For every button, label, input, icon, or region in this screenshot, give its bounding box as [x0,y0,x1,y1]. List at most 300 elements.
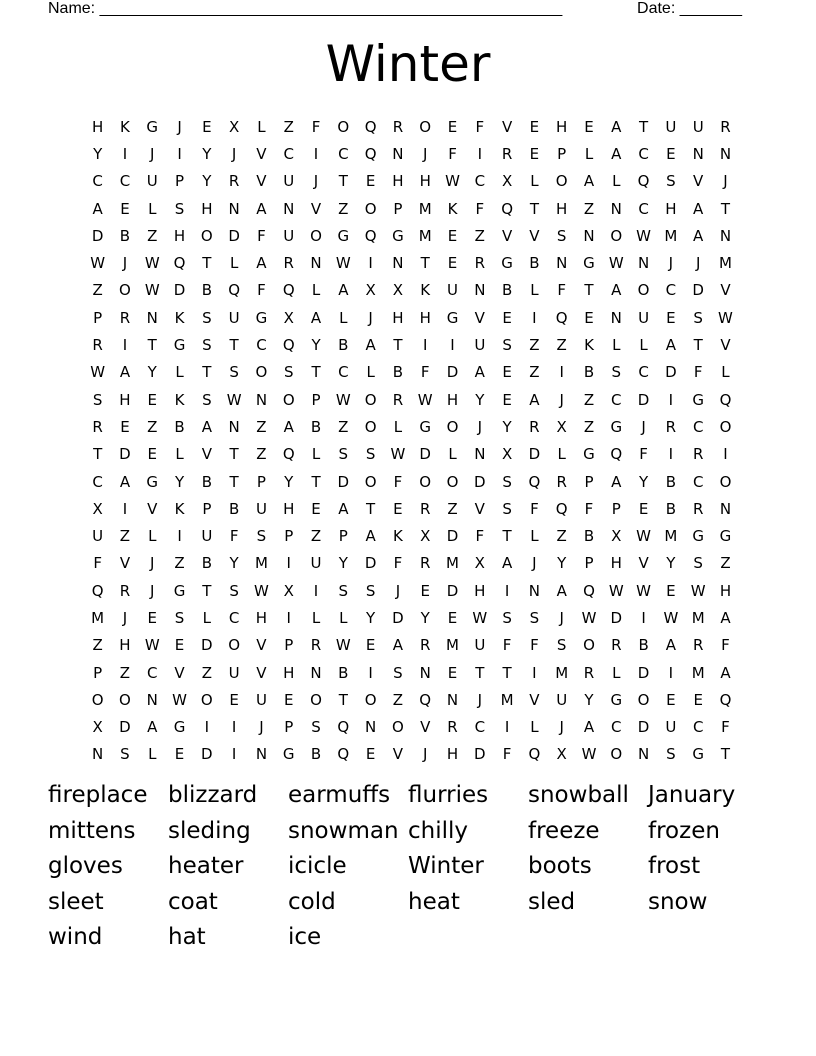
grid-letter: A [256,254,267,273]
grid-letter: T [529,199,539,218]
grid-letter: F [721,636,730,655]
grid-letter: O [446,472,459,491]
grid-letter: F [229,527,239,546]
grid-letter: D [637,718,650,737]
grid-letter: C [638,363,649,382]
grid-letter: V [420,718,431,737]
grid-letter: G [446,308,459,327]
grid-letter: U [474,636,486,655]
grid-letter: Y [284,472,294,491]
grid-letter: N [474,445,486,464]
word-list-item: boots [528,853,592,880]
grid-letter: E [447,663,458,682]
grid-letter: N [692,144,704,163]
grid-letter: L [311,445,321,464]
grid-letter: N [719,226,732,245]
grid-letter: G [692,390,704,409]
word-list-item: frozen [648,817,720,844]
grid-letter: S [393,663,403,682]
grid-letter: O [364,199,377,218]
grid-letter: L [175,363,184,382]
grid-letter: T [720,745,731,764]
grid-letter: E [693,690,703,709]
grid-letter: H [446,390,459,409]
grid-letter: F [448,144,457,163]
grid-letter: V [201,445,212,464]
grid-letter: R [692,445,704,464]
grid-letter: Z [147,417,158,436]
grid-letter: F [530,499,539,518]
grid-letter: L [311,608,321,627]
grid-letter: Z [92,281,103,300]
grid-letter: U [92,527,104,546]
word-list-item: heat [408,888,460,915]
grid-letter: Z [92,636,103,655]
grid-letter: B [638,636,649,655]
grid-letter: Y [502,417,512,436]
grid-letter: D [201,745,213,764]
grid-letter: N [528,581,541,600]
grid-letter: R [92,336,103,355]
grid-letter: L [584,144,594,163]
grid-letter: A [365,336,376,355]
grid-letter: Q [282,281,295,300]
grid-letter: P [93,663,103,682]
grid-letter: Y [311,336,321,355]
grid-letter: U [228,663,240,682]
grid-letter: I [122,336,128,355]
grid-letter: W [144,254,160,273]
grid-letter: B [201,554,212,573]
grid-letter: O [610,745,623,764]
grid-letter: J [313,172,319,191]
grid-letter: V [147,499,158,518]
grid-letter: A [392,636,404,655]
grid-letter: U [201,527,213,546]
grid-letter: W [581,745,597,764]
grid-letter: Z [474,226,485,245]
grid-letter: E [202,117,212,136]
grid-letter: A [611,117,622,136]
grid-letter: C [147,663,158,682]
word-list-item: snowball [528,782,629,808]
grid-letter: X [556,417,567,436]
grid-letter: Z [338,417,349,436]
grid-letter: V [529,226,540,245]
grid-letter: V [501,226,513,245]
grid-letter: O [337,117,350,136]
grid-letter: O [228,636,241,655]
grid-letter: N [365,718,377,737]
grid-letter: R [501,144,513,163]
grid-letter: Y [639,472,649,491]
grid-letter: G [583,254,595,273]
word-list-item: chilly [408,817,469,844]
grid-letter: C [283,144,294,163]
word-list-item: earmuffs [288,782,391,808]
grid-letter: N [228,417,240,436]
grid-letter: J [122,254,128,273]
grid-letter: Z [583,390,595,409]
grid-letter: E [502,363,512,382]
grid-letter: F [721,718,730,737]
grid-letter: S [365,581,376,600]
grid-letter: Z [201,663,212,682]
grid-letter: A [474,363,485,382]
grid-letter: J [477,690,483,709]
grid-letter: E [584,308,594,327]
word-list-item: icicle [288,853,347,880]
grid-letter: T [229,336,239,355]
grid-letter: C [228,608,240,627]
grid-letter: W [90,254,106,273]
grid-letter: A [147,718,158,737]
grid-letter: R [447,718,458,737]
grid-letter: U [665,117,677,136]
word-list-item: cold [288,888,336,915]
grid-letter: N [719,144,732,163]
grid-letter: N [255,390,268,409]
grid-letter: O [364,690,377,709]
grid-letter: Q [419,690,432,709]
grid-letter: B [338,663,349,682]
grid-letter: W [663,608,679,627]
grid-letter: M [418,199,432,218]
grid-letter: M [418,226,432,245]
grid-letter: B [310,417,322,436]
grid-letter: O [310,226,322,245]
grid-letter: H [283,663,295,682]
grid-letter: E [666,690,676,709]
grid-letter: H [419,172,431,191]
grid-letter: B [665,472,677,491]
grid-letter: A [583,718,595,737]
grid-letter: J [668,254,674,273]
grid-letter: B [228,499,240,518]
grid-letter: I [477,144,483,163]
grid-letter: S [229,581,239,600]
grid-letter: Z [720,554,731,573]
word-list-item: sleet [48,888,104,915]
grid-letter: W [445,172,460,191]
grid-letter: F [475,117,485,136]
grid-letter: O [719,472,732,491]
grid-letter: D [637,390,650,409]
grid-letter: A [256,199,267,218]
grid-letter: Z [310,527,322,546]
grid-letter: N [310,254,322,273]
grid-letter: G [173,336,186,355]
grid-letter: A [611,472,622,491]
grid-letter: D [392,608,404,627]
grid-letter: O [364,472,377,491]
grid-letter: O [446,417,459,436]
grid-letter: T [502,663,512,682]
grid-letter: O [200,690,213,709]
grid-letter: G [173,718,186,737]
grid-letter: C [638,144,649,163]
grid-letter: H [610,554,622,573]
grid-letter: N [637,745,650,764]
grid-letter: X [228,117,240,136]
grid-letter: Q [91,581,104,600]
grid-letter: M [254,554,268,573]
grid-letter: A [283,417,294,436]
grid-letter: D [692,281,704,300]
grid-letter: C [692,417,704,436]
grid-letter: S [92,390,103,409]
grid-letter: T [393,336,403,355]
grid-letter: X [611,527,622,546]
grid-letter: X [501,445,513,464]
grid-letter: E [120,417,130,436]
grid-letter: C [474,718,486,737]
grid-letter: V [638,554,649,573]
grid-letter: J [559,390,564,409]
grid-letter: I [668,663,674,682]
grid-letter: Z [174,554,185,573]
grid-letter: M [555,663,569,682]
grid-letter: U [255,690,267,709]
grid-letter: E [584,117,594,136]
grid-letter: A [665,336,677,355]
grid-letter: P [175,172,185,191]
grid-letter: R [419,554,431,573]
grid-letter: D [446,527,459,546]
grid-letter: O [200,226,213,245]
grid-letter: O [610,226,623,245]
grid-letter: S [229,363,239,382]
grid-letter: W [417,390,433,409]
grid-letter: D [201,636,213,655]
grid-letter: C [665,281,677,300]
grid-letter: N [146,690,158,709]
grid-letter: A [665,636,677,655]
grid-letter: H [119,390,131,409]
grid-letter: F [257,226,266,245]
grid-letter: O [282,390,295,409]
grid-letter: G [610,417,623,436]
grid-letter: P [284,718,294,737]
grid-letter: K [447,199,458,218]
grid-letter: N [610,308,622,327]
grid-letter: G [583,445,595,464]
grid-letter: V [256,663,267,682]
grid-letter: Q [282,445,295,464]
grid-letter: B [310,745,322,764]
grid-letter: Z [119,527,131,546]
grid-letter: C [338,144,349,163]
grid-letter: Y [475,390,485,409]
grid-letter: U [665,718,677,737]
grid-letter: A [693,199,704,218]
grid-letter: Z [529,336,540,355]
grid-letter: C [256,336,267,355]
grid-letter: F [530,636,539,655]
grid-letter: U [447,281,458,300]
grid-letter: U [283,172,295,191]
grid-letter: G [419,417,432,436]
grid-letter: I [422,336,428,355]
grid-letter: I [286,554,291,573]
grid-letter: O [91,690,104,709]
grid-letter: O [637,690,650,709]
grid-letter: P [584,472,594,491]
grid-letter: I [641,608,646,627]
grid-letter: J [559,608,564,627]
grid-letter: A [501,554,513,573]
grid-letter: F [475,199,485,218]
grid-letter: G [501,254,513,273]
grid-letter: A [338,281,349,300]
grid-letter: L [366,363,375,382]
grid-letter: S [502,608,512,627]
grid-letter: D [528,445,541,464]
grid-letter: L [612,663,621,682]
grid-letter: L [639,336,648,355]
grid-letter: S [502,499,512,518]
grid-letter: M [691,608,705,627]
grid-letter: X [283,308,294,327]
grid-letter: X [92,499,103,518]
grid-letter: N [637,254,650,273]
grid-letter: L [257,117,266,136]
grid-letter: D [337,472,350,491]
grid-letter: B [529,254,540,273]
grid-letter: V [256,172,267,191]
grid-letter: B [174,417,185,436]
grid-letter: T [639,117,649,136]
grid-letter: H [255,608,268,627]
grid-letter: Q [364,226,377,245]
grid-letter: O [255,363,268,382]
grid-letter: F [257,281,266,300]
grid-letter: T [311,472,321,491]
grid-letter: T [338,172,348,191]
grid-letter: Y [420,608,430,627]
grid-letter: E [365,745,376,764]
letter-grid [84,113,744,768]
grid-letter: W [172,690,187,709]
grid-letter: M [500,690,514,709]
grid-letter: I [177,144,182,163]
grid-letter: Z [556,527,567,546]
grid-letter: A [556,581,567,600]
grid-letter: A [611,281,622,300]
grid-letter: F [584,499,594,518]
grid-letter: B [338,336,349,355]
grid-letter: E [365,172,376,191]
grid-letter: S [611,363,622,382]
grid-letter: W [581,608,597,627]
grid-letter: S [365,445,376,464]
grid-letter: V [256,636,267,655]
worksheet-header [48,0,742,18]
grid-letter: E [447,226,458,245]
grid-letter: N [392,144,404,163]
grid-letter: W [636,226,651,245]
grid-letter: Z [119,663,131,682]
word-list-item: blizzard [168,782,258,808]
grid-letter: C [692,472,704,491]
grid-letter: R [228,172,240,191]
grid-letter: I [204,718,210,737]
grid-letter: W [144,636,160,655]
grid-letter: Y [147,363,157,382]
grid-letter: L [393,417,403,436]
grid-letter: V [119,554,131,573]
grid-letter: P [284,527,294,546]
grid-letter: T [229,445,239,464]
word-list-item: snow [648,888,708,915]
grid-letter: V [310,199,322,218]
grid-letter: H [392,172,404,191]
grid-letter: L [339,308,348,327]
grid-letter: Z [583,417,595,436]
grid-letter: K [174,390,185,409]
grid-letter: O [637,281,650,300]
grid-letter: S [693,308,703,327]
grid-letter: P [557,144,567,163]
grid-letter: L [175,445,184,464]
page-title: Winter [325,35,491,93]
grid-letter: F [693,363,703,382]
grid-letter: R [692,499,704,518]
grid-letter: R [419,499,431,518]
grid-letter: M [446,554,459,573]
grid-letter: P [284,636,294,655]
word-list-item: gloves [48,853,123,880]
grid-letter: D [228,226,240,245]
grid-letter: R [474,254,486,273]
grid-letter: E [420,581,430,600]
grid-letter: E [447,117,458,136]
word-list-item: coat [168,888,218,915]
grid-letter: V [392,745,404,764]
grid-letter: L [612,172,621,191]
grid-letter: E [529,117,540,136]
grid-letter: G [392,226,404,245]
grid-letter: N [392,254,404,273]
grid-letter: U [228,308,240,327]
grid-letter: N [583,226,595,245]
grid-letter: T [475,663,485,682]
grid-letter: L [229,254,239,273]
grid-letter: Z [447,499,458,518]
grid-letter: V [174,663,185,682]
grid-letter: O [583,636,595,655]
grid-letter: T [720,199,731,218]
grid-letter: U [255,499,267,518]
word-list-item: freeze [528,817,600,844]
word-list-item: fireplace [48,782,148,808]
grid-letter: N [446,690,459,709]
grid-letter: A [611,144,622,163]
grid-letter: X [474,554,485,573]
grid-letter: G [146,117,159,136]
grid-letter: X [501,172,513,191]
grid-letter: Z [392,690,404,709]
grid-letter: B [201,472,212,491]
grid-letter: O [364,390,377,409]
grid-letter: Q [528,472,541,491]
grid-letter: A [365,527,376,546]
grid-letter: Z [283,117,294,136]
grid-letter: Q [583,581,595,600]
grid-letter: Z [338,199,349,218]
grid-letter: V [693,172,704,191]
grid-letter: H [719,581,732,600]
